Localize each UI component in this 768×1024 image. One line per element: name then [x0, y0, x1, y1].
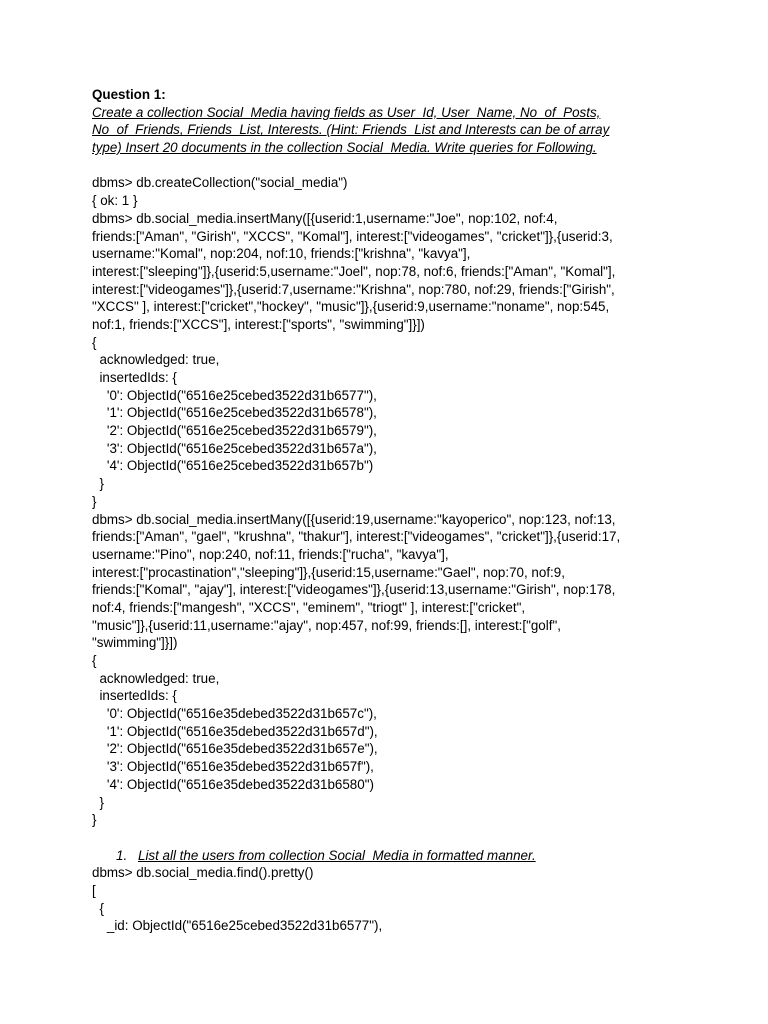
code-line: friends:["Komal", "ajay"], interest:["videogames"]},{userid:13,username:"Girish", nop:178,	[92, 582, 616, 598]
code-line: interest:["procastination","sleeping"]},{userid:15,username:"Gael", nop:70, nof:9,	[92, 564, 565, 580]
question-task	[92, 104, 662, 157]
code-line: '0': ObjectId("6516e25cebed3522d31b6577"),	[92, 387, 377, 403]
code-line: _id: ObjectId("6516e25cebed3522d31b6577"),	[92, 918, 383, 934]
code-line: friends:["Aman", "gael", "krushna", "thakur"], interest:["videogames", "cricket"]},{userid:17,	[92, 529, 621, 545]
code-line: interest:["videogames"]},{userid:7,username:"Krishna", nop:780, nof:29, friends:["Girish",	[92, 281, 615, 297]
code-line: dbms> db.social_media.find().pretty()	[92, 865, 314, 881]
code-line: "XCCS" ], interest:["cricket","hockey", "music"]},{userid:9,username:"noname", nop:545,	[92, 299, 610, 315]
code-line: }	[92, 493, 97, 509]
code-line: '3': ObjectId("6516e35debed3522d31b657f"),	[92, 759, 374, 775]
code-line: acknowledged: true,	[92, 352, 220, 368]
code-line: [	[92, 882, 96, 898]
code-line: '4': ObjectId("6516e25cebed3522d31b657b")	[92, 458, 374, 474]
code-line: nof:4, friends:["mangesh", "XCCS", "eminem", "triogt" ], interest:["cricket",	[92, 599, 526, 615]
code-line: {	[92, 653, 97, 668]
code-line: "music"]},{userid:11,username:"ajay", nop:457, nof:99, friends:[], interest:["golf",	[92, 617, 561, 633]
question-heading: Question 1:	[92, 87, 166, 102]
shell-session-1	[92, 174, 662, 510]
code-line: }	[92, 794, 104, 810]
code-line: }	[92, 812, 97, 828]
code-line: dbms> db.social_media.insertMany([{userid:19,username:"kayoperico", nop:123, nof:13,	[92, 511, 616, 527]
code-line: '3': ObjectId("6516e25cebed3522d31b657a"),	[92, 440, 377, 456]
code-line: nof:1, friends:["XCCS"], interest:["sports", "swimming"]}])	[92, 316, 425, 332]
code-line: {	[92, 900, 104, 916]
code-line: dbms> db.social_media.insertMany([{userid:1,username:"Joe", nop:102, nof:4,	[92, 210, 558, 226]
code-line: '0': ObjectId("6516e35debed3522d31b657c"),	[92, 706, 377, 722]
code-line: '1': ObjectId("6516e25cebed3522d31b6578"),	[92, 405, 377, 421]
task-line: Create a collection Social_Media having fields as User_Id, User_Name, No_of_Posts,	[92, 104, 601, 120]
document-page	[92, 86, 662, 935]
code-line: acknowledged: true,	[92, 670, 220, 686]
code-line: "swimming"]}])	[92, 635, 178, 651]
code-line: insertedIds: {	[92, 370, 177, 385]
code-line: '2': ObjectId("6516e35debed3522d31b657e"),	[92, 741, 378, 757]
code-line: '2': ObjectId("6516e25cebed3522d31b6579"),	[92, 423, 377, 439]
shell-session-2	[92, 511, 662, 829]
code-line: insertedIds: {	[92, 688, 177, 704]
task-line: No_of_Friends, Friends_List, Interests. (Hint: Friends_List and Interests can be of array	[92, 122, 610, 138]
code-line: username:"Komal", nop:204, nof:10, friends:["krishna", "kavya"],	[92, 246, 471, 262]
spacer	[92, 829, 662, 847]
query-1-number: 1.	[116, 847, 128, 863]
code-line: { ok: 1 }	[92, 193, 138, 209]
code-line: '1': ObjectId("6516e35debed3522d31b657d"),	[92, 723, 378, 739]
query-1-output	[92, 864, 662, 935]
code-line: }	[92, 476, 104, 492]
query-1-item	[92, 847, 662, 865]
code-line: interest:["sleeping"]},{userid:5,username:"Joel", nop:78, nof:6, friends:["Aman", "Komal"],	[92, 263, 616, 279]
code-line: dbms> db.createCollection("social_media")	[92, 175, 348, 191]
spacer	[92, 157, 662, 175]
code-line: '4': ObjectId("6516e35debed3522d31b6580")	[92, 776, 374, 792]
code-line: username:"Pino", nop:240, nof:11, friends:["rucha", "kavya"],	[92, 546, 449, 562]
task-line: type) Insert 20 documents in the collection Social_Media. Write queries for Following.	[92, 140, 597, 156]
code-line: {	[92, 334, 97, 350]
code-line: friends:["Aman", "Girish", "XCCS", "Komal"], interest:["videogames", "cricket"]},{userid:3,	[92, 228, 613, 244]
query-1-title: List all the users from collection Social_Media in formatted manner.	[138, 847, 536, 863]
